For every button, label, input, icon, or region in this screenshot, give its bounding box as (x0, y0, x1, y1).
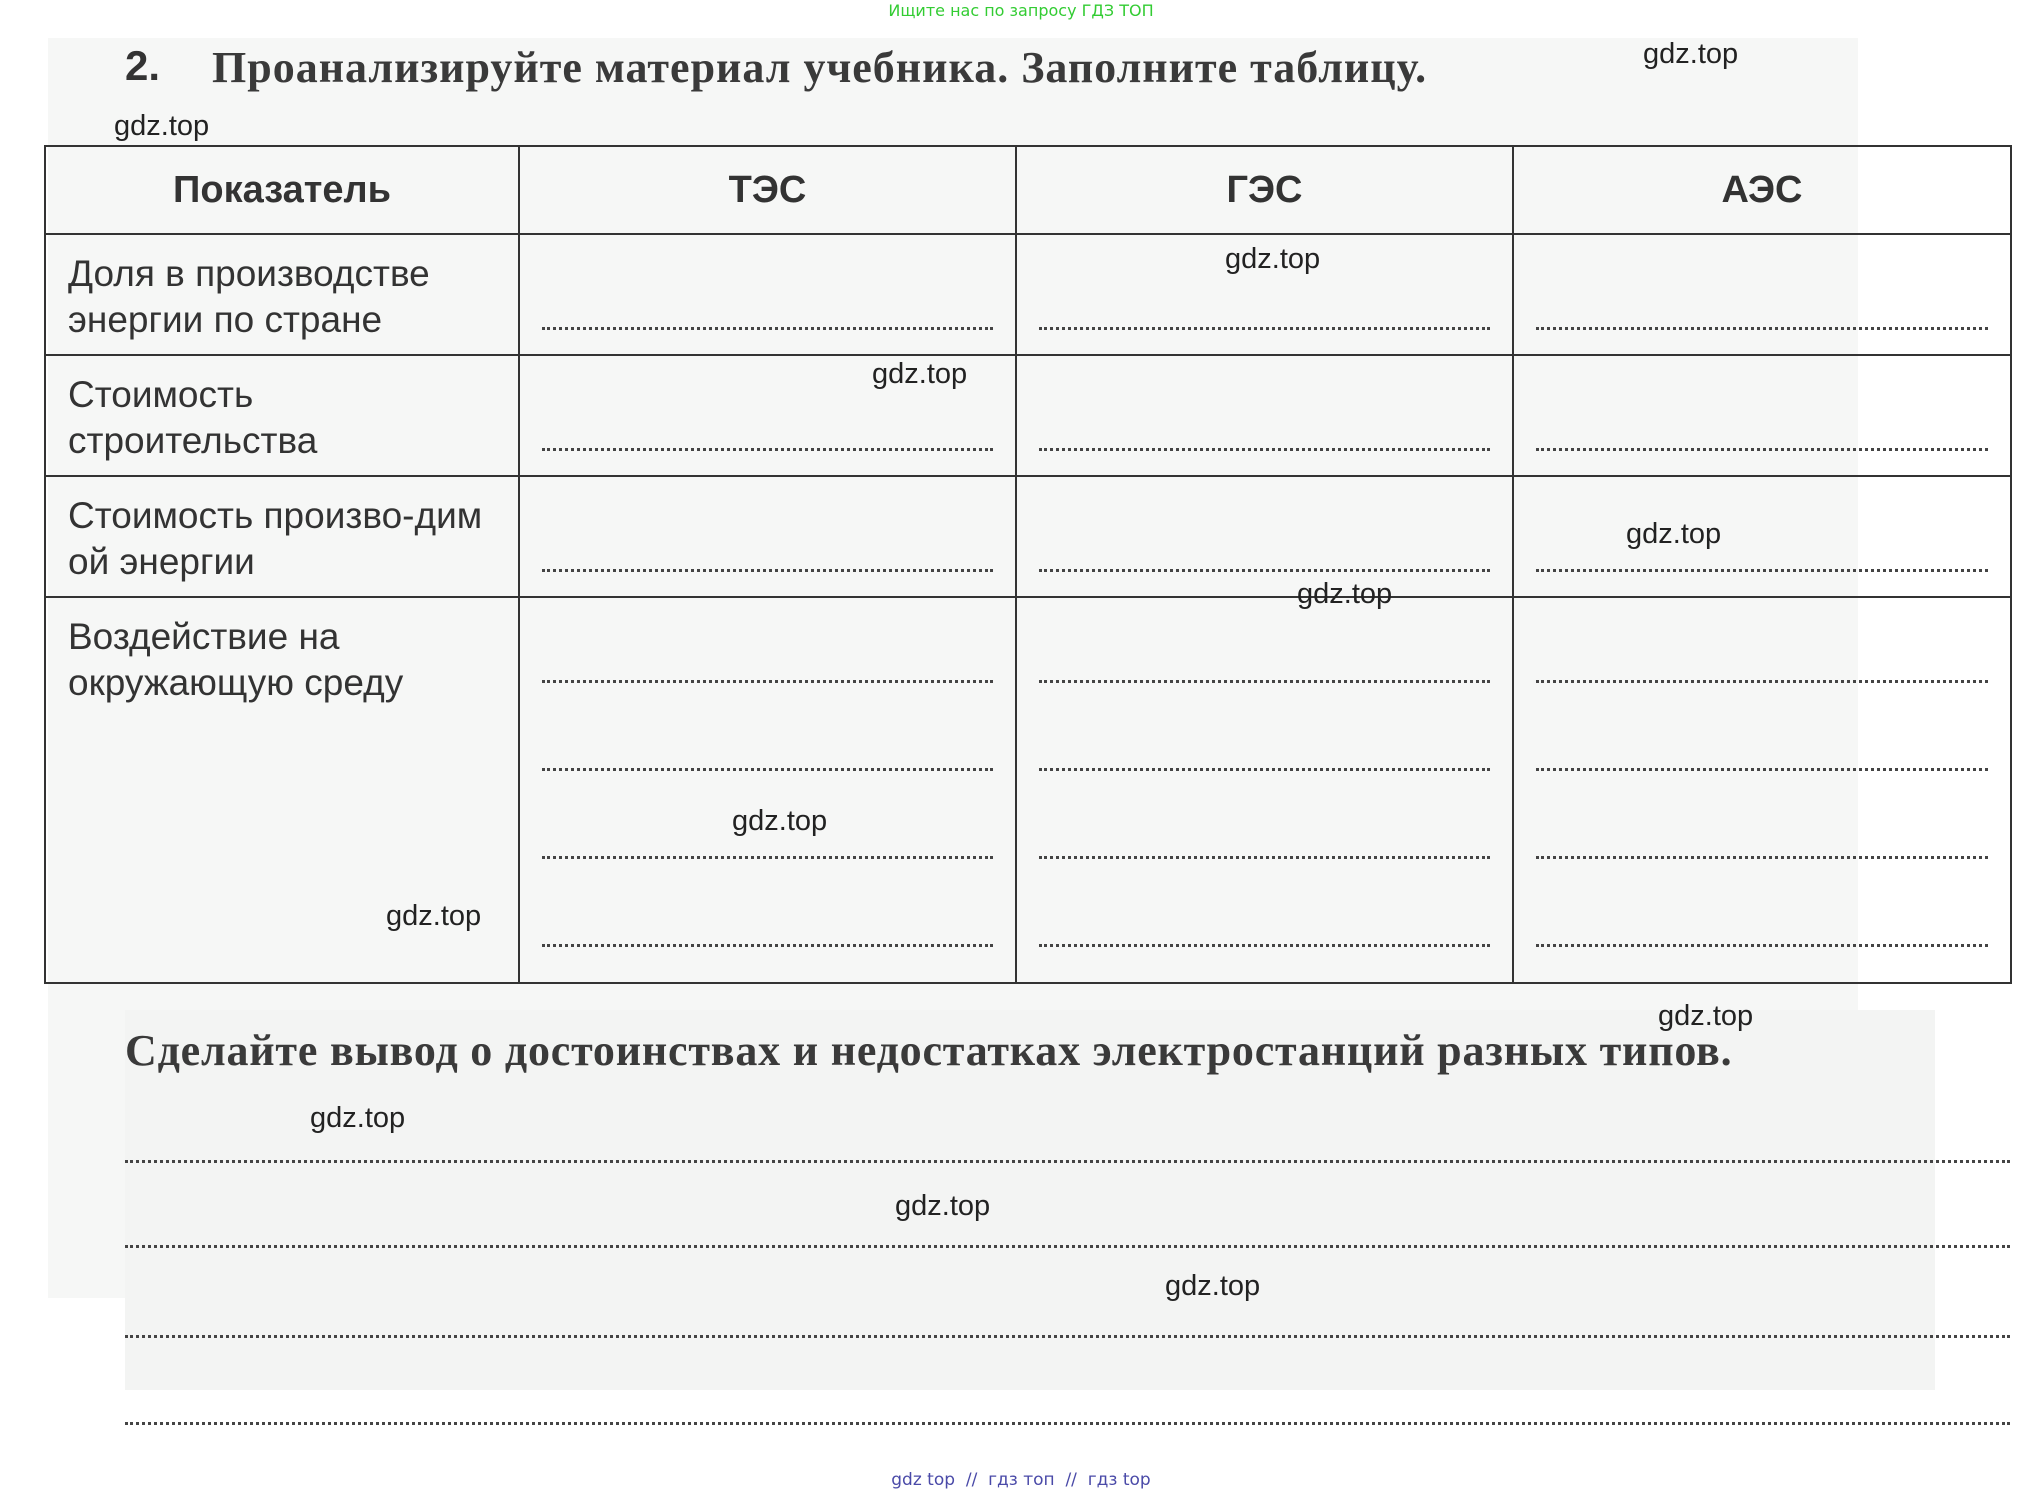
task-number: 2. (125, 42, 161, 89)
answer-line[interactable] (1536, 768, 1988, 771)
row-label-share (45, 234, 519, 355)
answer-cell[interactable] (1513, 355, 2011, 476)
answer-line[interactable] (542, 944, 993, 947)
answer-line[interactable] (1039, 680, 1490, 683)
answer-cell[interactable] (1513, 476, 2011, 597)
watermark: gdz.top (1658, 1000, 1754, 1032)
answer-line[interactable] (542, 569, 993, 572)
answer-line[interactable] (1536, 448, 1988, 451)
answer-line[interactable] (542, 680, 993, 683)
answer-cell[interactable] (1513, 234, 2011, 355)
watermark: gdz.top (1297, 578, 1393, 610)
answer-line[interactable] (1536, 944, 1988, 947)
answer-line[interactable] (542, 768, 993, 771)
footer-links[interactable]: gdz top // гдз топ // гдз top (891, 1470, 1151, 1490)
answer-line[interactable] (542, 327, 993, 330)
answer-line[interactable] (542, 856, 993, 859)
answer-line[interactable] (542, 448, 993, 451)
watermark: gdz.top (872, 358, 968, 390)
answer-line[interactable] (1536, 680, 1988, 683)
answer-cell[interactable] (1016, 355, 1513, 476)
answer-cell[interactable] (1016, 476, 1513, 597)
conclusion-answer-line[interactable] (125, 1160, 2010, 1163)
answer-line[interactable] (1039, 327, 1490, 330)
watermark: gdz.top (310, 1102, 406, 1134)
watermark: gdz.top (732, 805, 828, 837)
watermark: gdz.top (386, 900, 482, 932)
top-banner[interactable]: Ищите нас по запросу ГДЗ ТОП (888, 1, 1154, 20)
table-row (45, 597, 2011, 983)
table-row (45, 234, 2011, 355)
table-row (45, 355, 2011, 476)
row-label-construction-cost (45, 355, 519, 476)
header-indicator: Показатель (45, 146, 519, 234)
header-aes: АЭС (1513, 146, 2011, 234)
header-tes: ТЭС (519, 146, 1016, 234)
row-label-energy-cost (45, 476, 519, 597)
answer-cell[interactable] (1513, 597, 2011, 983)
conclusion-prompt: Сделайте вывод о достоинствах и недостатках электростанций разных типов. (125, 1026, 1733, 1075)
table-header-row (45, 146, 2011, 234)
header-ges: ГЭС (1016, 146, 1513, 234)
comparison-table (44, 145, 2012, 984)
row-label: Доля в производстве энергии по стране (68, 253, 430, 340)
watermark: gdz.top (1643, 38, 1739, 70)
conclusion-answer-line[interactable] (125, 1245, 2010, 1248)
answer-cell[interactable] (519, 476, 1016, 597)
watermark: gdz.top (1225, 243, 1321, 275)
answer-line[interactable] (1039, 856, 1490, 859)
answer-cell[interactable] (519, 234, 1016, 355)
conclusion-answer-line[interactable] (125, 1335, 2010, 1338)
watermark: gdz.top (1165, 1270, 1261, 1302)
answer-line[interactable] (1536, 856, 1988, 859)
answer-line[interactable] (1536, 569, 1988, 572)
answer-line[interactable] (1039, 768, 1490, 771)
answer-line[interactable] (1039, 448, 1490, 451)
task-instruction: Проанализируйте материал учебника. Заполните таблицу. (212, 43, 1428, 92)
row-label: Воздействие на окружающую среду (68, 616, 404, 703)
watermark: gdz.top (895, 1190, 991, 1222)
answer-line[interactable] (1039, 944, 1490, 947)
watermark: gdz.top (1626, 518, 1722, 550)
row-label: Стоимость произво-димой энергии (68, 495, 483, 582)
conclusion-answer-line[interactable] (125, 1422, 2010, 1425)
answer-cell[interactable] (1016, 597, 1513, 983)
answer-line[interactable] (1039, 569, 1490, 572)
row-label: Стоимость строительства (68, 374, 318, 461)
watermark: gdz.top (114, 110, 210, 142)
answer-line[interactable] (1536, 327, 1988, 330)
answer-cell[interactable] (519, 597, 1016, 983)
